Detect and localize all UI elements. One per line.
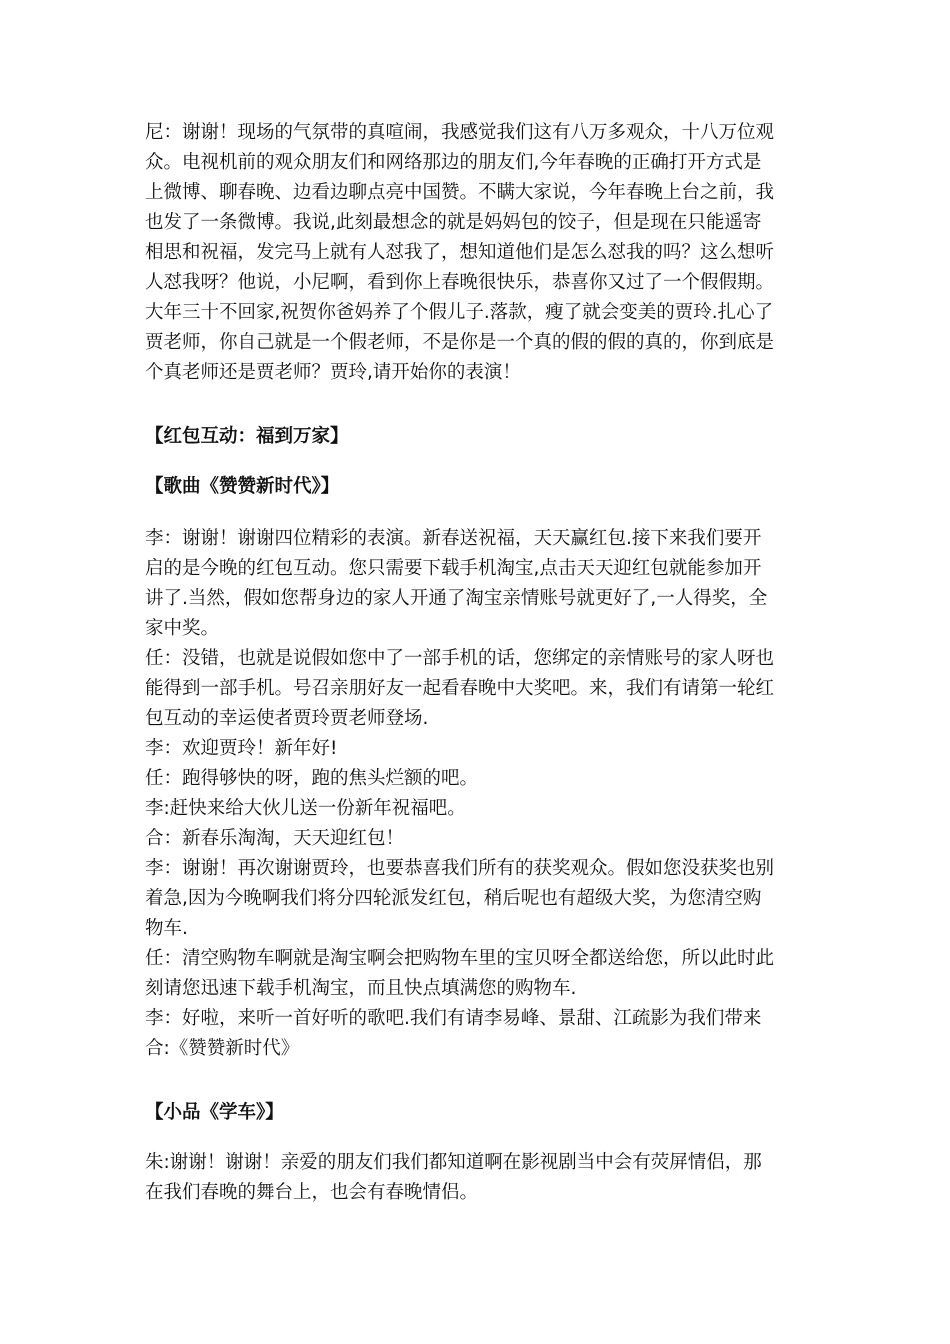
dialog-line: 李:赶快来给大伙儿送一份新年祝福吧。	[145, 798, 466, 819]
dialog-line: 物车.	[145, 918, 188, 939]
dialog-line: 启的是今晚的红包互动。您只需要下载手机淘宝,点击天天迎红包就能参加开	[145, 558, 762, 579]
text-line: 个真老师还是贾老师？贾玲,请开始你的表演！	[145, 362, 521, 383]
dialog-line: 合：新春乐淘淘，天天迎红包！	[145, 828, 405, 849]
text-line: 人怼我呀？他说，小尼啊，看到你上春晚很快乐，恭喜你又过了一个假假期。	[145, 272, 775, 293]
document-page	[145, 118, 800, 1208]
dialog-line: 包互动的幸运使者贾玲贾老师登场.	[145, 708, 429, 729]
dialog-line: 李：谢谢！谢谢四位精彩的表演。新春送祝福，天天赢红包.接下来我们要开	[145, 528, 762, 549]
text-line: 贾老师，你自己就是一个假老师，不是你是一个真的假的假的真的，你到底是	[145, 332, 775, 353]
text-line: 尼：谢谢！现场的气氛带的真喧闹，我感觉我们这有八万多观众，十八万位观	[145, 122, 775, 143]
text-line: 也发了一条微博。我说,此刻最想念的就是妈妈包的饺子，但是现在只能遥寄	[145, 212, 762, 233]
text-line: 众。电视机前的观众朋友们和网络那边的朋友们,今年春晚的正确打开方式是	[145, 152, 762, 173]
dialog-paragraph	[145, 524, 800, 1064]
dialog-line: 家中奖。	[145, 618, 220, 639]
text-line: 相思和祝福，发完马上就有人怼我了，想知道他们是怎么怼我的吗？这么想听	[145, 242, 775, 263]
dialog-line: 着急,因为今晚啊我们将分四轮派发红包，稍后呢也有超级大奖，为您清空购	[145, 888, 762, 909]
text-line: 大年三十不回家,祝贺你爸妈养了个假儿子.落款，瘦了就会变美的贾玲.扎心了	[145, 302, 774, 323]
text-line: 在我们春晚的舞台上，也会有春晚情侣。	[145, 1182, 479, 1203]
section-heading-song: 【歌曲《赞赞新时代》】	[145, 476, 340, 497]
text-line: 上微博、聊春晚、边看边聊点亮中国赞。不瞒大家说，今年春晚上台之前，我	[145, 182, 775, 203]
dialog-line: 李：谢谢！再次谢谢贾玲，也要恭喜我们所有的获奖观众。假如您没获奖也别	[145, 858, 775, 879]
dialog-line: 讲了.当然，假如您帮身边的家人开通了淘宝亲情账号就更好了,一人得奖，全	[145, 588, 768, 609]
section-heading-red-envelope: 【红包互动：福到万家】	[145, 426, 349, 447]
dialog-line: 李：好啦，来听一首好听的歌吧.我们有请李易峰、景甜、江疏影为我们带来	[145, 1008, 762, 1029]
dialog-line: 合:《赞赞新时代》	[145, 1038, 300, 1059]
text-line: 朱:谢谢！谢谢！亲爱的朋友们我们都知道啊在影视剧当中会有荧屏情侣，那	[145, 1152, 762, 1173]
dialog-line: 刻请您迅速下载手机淘宝，而且快点填满您的购物车.	[145, 978, 577, 999]
dialog-line: 任：没错，也就是说假如您中了一部手机的话，您绑定的亲情账号的家人呀也	[145, 648, 775, 669]
section-heading-sketch: 【小品《学车》】	[145, 1102, 284, 1123]
intro-paragraph	[145, 118, 800, 388]
dialog-line: 李：欢迎贾玲！新年好!	[145, 738, 338, 759]
dialog-line: 能得到一部手机。号召亲朋好友一起看春晚中大奖吧。来，我们有请第一轮红	[145, 678, 775, 699]
dialog-line: 任：清空购物车啊就是淘宝啊会把购物车里的宝贝呀全都送给您，所以此时此	[145, 948, 775, 969]
dialog-line: 任：跑得够快的呀，跑的焦头烂额的吧。	[145, 768, 479, 789]
closing-paragraph	[145, 1148, 800, 1208]
